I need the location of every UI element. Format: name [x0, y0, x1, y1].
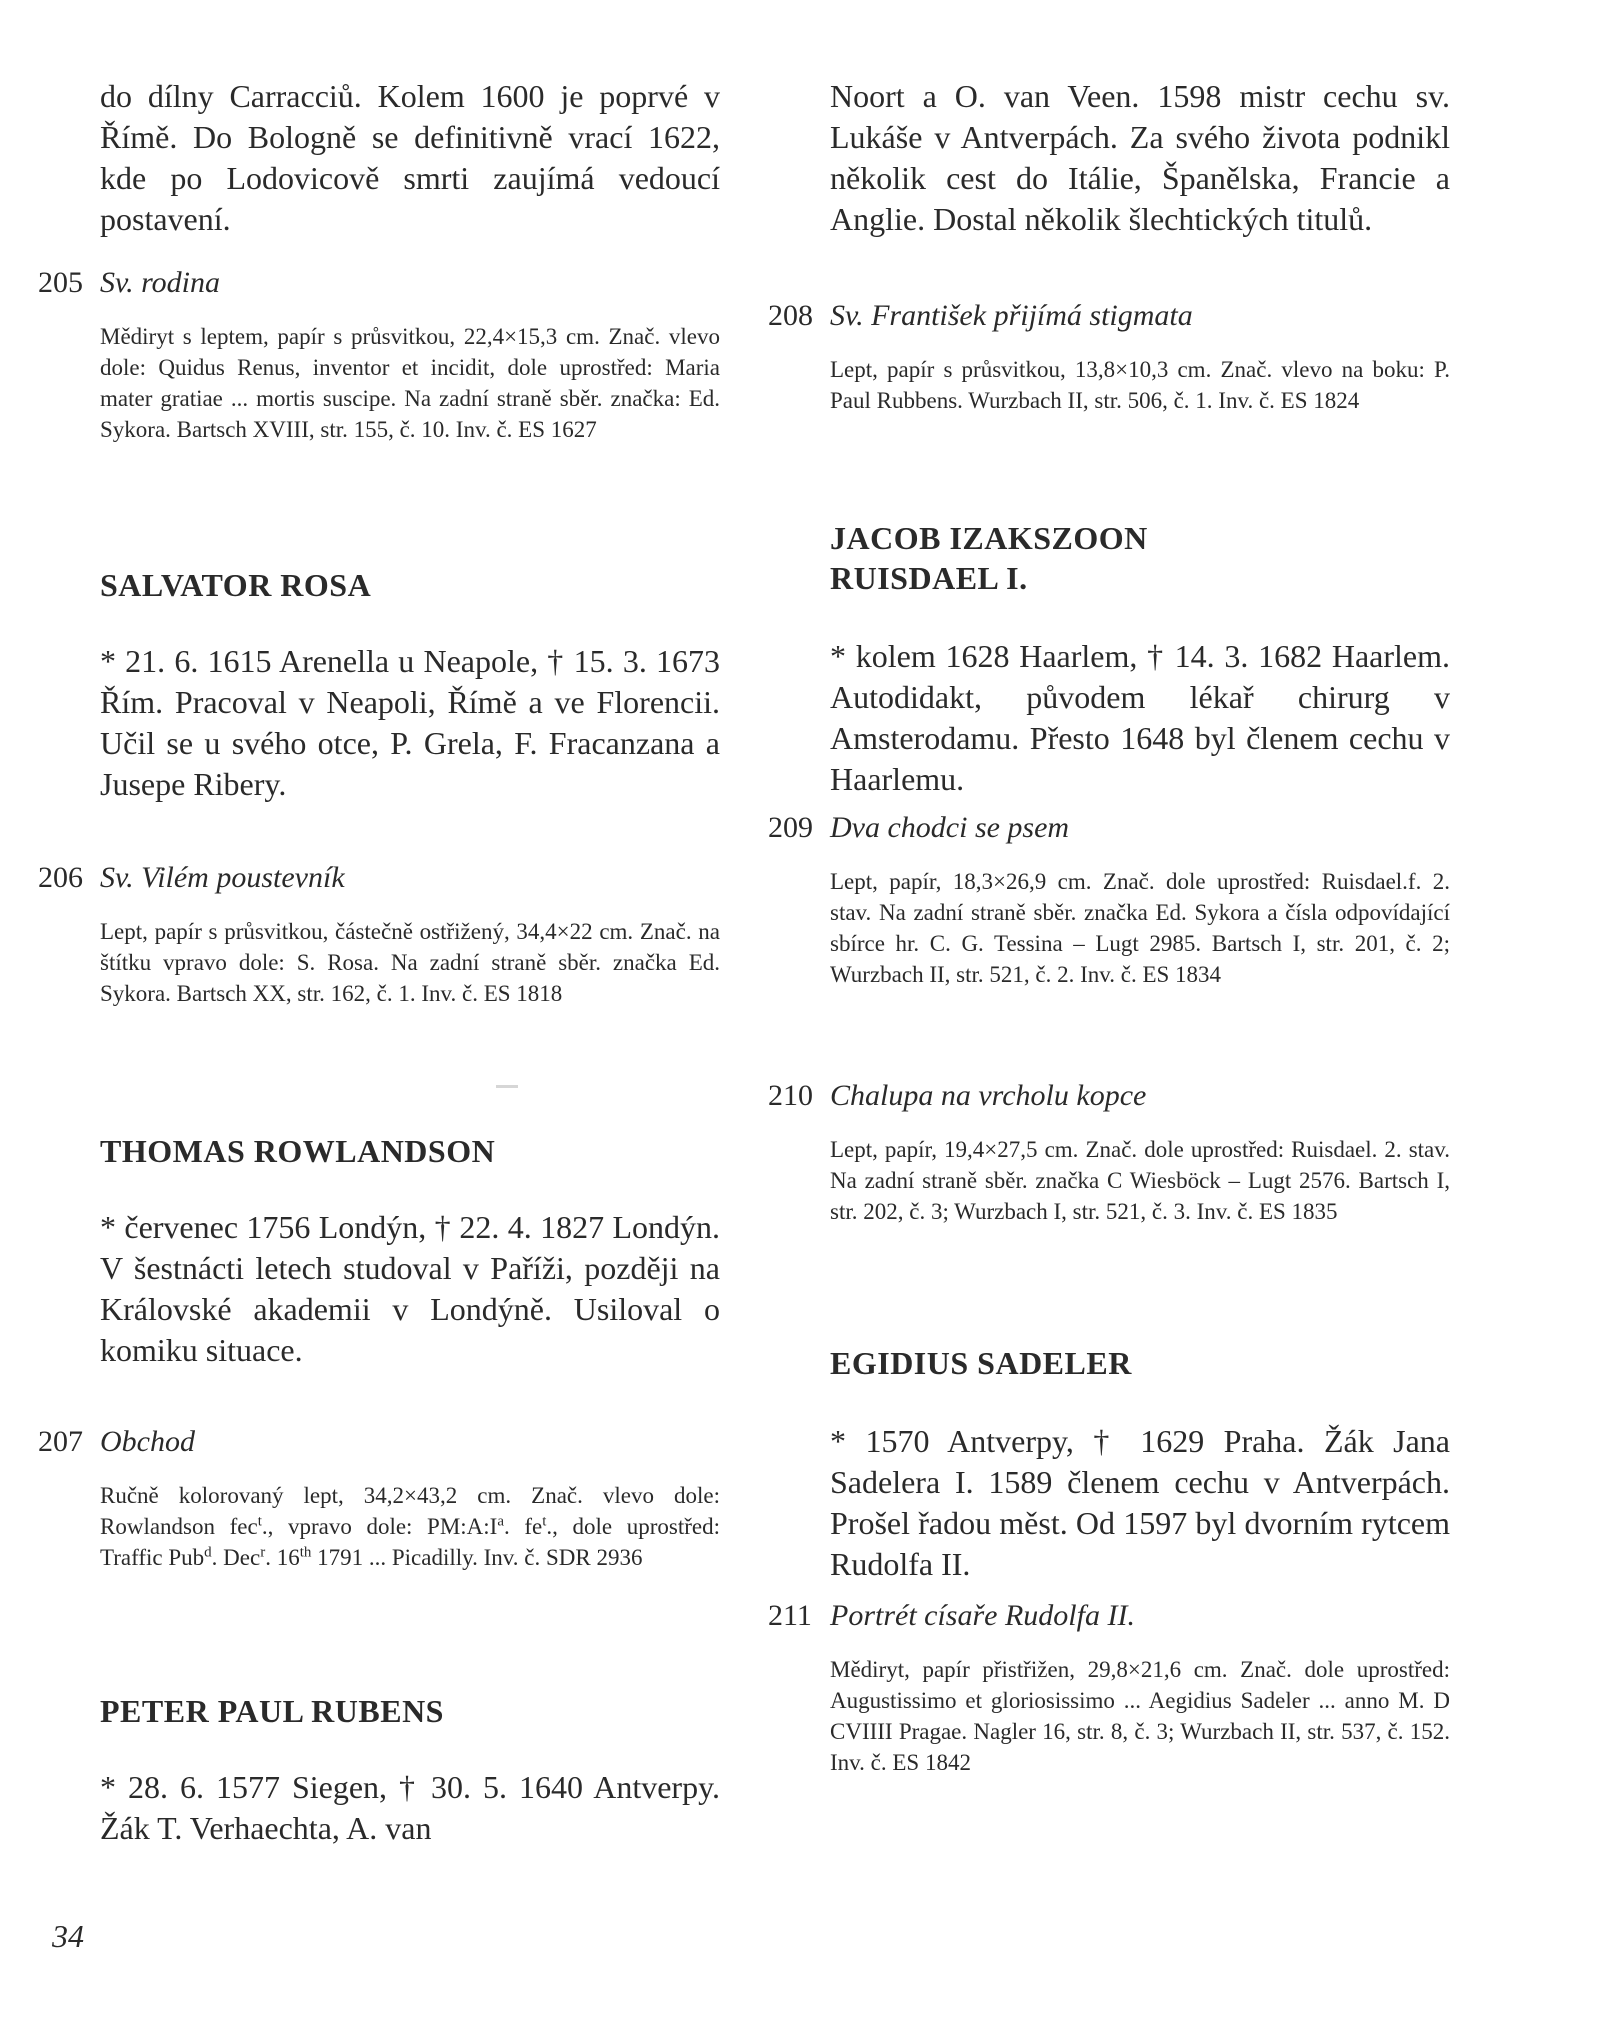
artist-bio: * červenec 1756 Londýn, † 22. 4. 1827 Londýn. V šestnácti letech studoval v Paříži, později na Královské akademii v Londýně. Usiloval o komiku situace.	[100, 1209, 720, 1368]
carracci-bio-continuation	[100, 76, 720, 240]
entry-number: 209	[768, 811, 813, 844]
artist-name: THOMAS ROWLANDSON	[100, 1133, 496, 1169]
entry-title	[768, 296, 1450, 336]
entry-description: Ručně kolorovaný lept, 34,2×43,2 cm. Znač. vlevo dole: Rowlandson fec$^t$., vpravo dole: $PM:A:I^a$. $fe^t$., dole uprostřed: Traffic Pub$^d$. Dec$^r$. 16th 1791 ... Picadilly. Inv. č. SDR 2936	[100, 1483, 720, 1570]
artist-name: JACOB IZAKSZOON RUISDAEL I.	[830, 520, 1148, 596]
rubens-bio-continuation	[830, 76, 1450, 240]
artist-name: PETER PAUL RUBENS	[100, 1693, 444, 1729]
artist-jacob-ruisdael	[830, 518, 1450, 800]
entry-title	[768, 808, 1450, 848]
entry-title	[768, 1076, 1450, 1116]
entry-description: Lept, papír s průsvitkou, částečně ostřižený, 34,4×22 cm. Znač. na štítku vpravo dole: S. Rosa. Na zadní straně sběr. značka Ed. Sykora. Bartsch XX, str. 162, č. 1. Inv. č. ES 1818	[100, 919, 720, 1006]
entry-description: Mědiryt s leptem, papír s průsvitkou, 22,4×15,3 cm. Znač. vlevo dole: Quidus Renus, inventor et incidit, dole uprostřed: Maria mater gratiae ... mortis suscipe. Na zadní straně sběr. značka: Ed. Sykora. Bartsch XVIII, str. 155, č. 10. Inv. č. ES 1627	[100, 324, 720, 442]
catalog-entry-208	[768, 296, 1450, 416]
entry-title-text: Dva chodci se psem	[830, 811, 1070, 844]
artist-name: EGIDIUS SADELER	[830, 1345, 1132, 1381]
entry-title	[38, 1422, 720, 1462]
artist-name: SALVATOR ROSA	[100, 567, 372, 603]
catalog-entry-210	[768, 1076, 1450, 1227]
entry-title-text: Portrét císaře Rudolfa II.	[830, 1599, 1135, 1632]
entry-title-text: Chalupa na vrcholu kopce	[830, 1079, 1147, 1112]
entry-description: Lept, papír, 18,3×26,9 cm. Znač. dole uprostřed: Ruisdael.f. 2. stav. Na zadní straně sběr. značka Ed. Sykora a čísla odpovídající sbírce hr. C. G. Tessina – Lugt 2985. Bartsch I, str. 201, č. 2; Wurzbach II, str. 521, č. 2. Inv. č. ES 1834	[830, 869, 1450, 987]
artist-bio: * 21. 6. 1615 Arenella u Neapole, † 15. 3. 1673 Řím. Pracoval v Neapoli, Římě a ve Florencii. Učil se u svého otce, P. Grela, F. Fracanzana a Jusepe Ribery.	[100, 643, 720, 802]
artist-bio: * kolem 1628 Haarlem, † 14. 3. 1682 Haarlem. Autodidakt, původem lékař chirurg v Amsterodamu. Přesto 1648 byl členem cechu v Haarlemu.	[830, 638, 1450, 797]
entry-number: 211	[768, 1599, 812, 1632]
artist-thomas-rowlandson	[100, 1131, 720, 1371]
artist-peter-paul-rubens	[100, 1691, 720, 1849]
entry-title-text: Obchod	[100, 1425, 195, 1458]
entry-description: Mědiryt, papír přistřižen, 29,8×21,6 cm. Znač. dole uprostřed: Augustissimo et gloriosissimo ... Aegidius Sadeler ... anno M. D CVIIII Pragae. Nagler 16, str. 8, č. 3; Wurzbach II, str. 537, č. 152. Inv. č. ES 1842	[830, 1657, 1450, 1775]
page-number: 34	[52, 1918, 84, 1954]
entry-title	[768, 1596, 1450, 1636]
entry-number: 208	[768, 299, 813, 332]
artist-bio: * 1570 Antverpy, † 1629 Praha. Žák Jana Sadelera I. 1589 členem cechu v Antverpách. Prošel řadou měst. Od 1597 byl dvorním rytcem Rudolfa II.	[830, 1423, 1450, 1582]
entry-title-text: Sv. rodina	[100, 266, 220, 299]
catalog-entry-209	[768, 808, 1450, 990]
bio-text: do dílny Carracciů. Kolem 1600 je poprvé v Římě. Do Bologně se definitivně vrací 1622, kde po Lodovicově smrti zaujímá vedoucí postavení.	[100, 78, 720, 237]
entry-number: 206	[38, 861, 83, 894]
entry-title-text: Sv. Vilém poustevník	[100, 861, 345, 894]
catalog-entry-207	[38, 1422, 720, 1573]
bio-text: Noort a O. van Veen. 1598 mistr cechu sv. Lukáše v Antverpách. Za svého života podnikl několik cest do Itálie, Španělska, Francie a Anglie. Dostal několik šlechtických titulů.	[830, 78, 1450, 237]
catalog-entry-211	[768, 1596, 1450, 1778]
catalog-entry-205	[38, 263, 720, 445]
entry-title	[38, 858, 720, 898]
entry-number: 207	[38, 1425, 83, 1458]
entry-description: Lept, papír s průsvitkou, 13,8×10,3 cm. Znač. vlevo na boku: P. Paul Rubbens. Wurzbach II, str. 506, č. 1. Inv. č. ES 1824	[830, 357, 1450, 413]
entry-number: 205	[38, 266, 83, 299]
artist-salvator-rosa	[100, 565, 720, 805]
entry-number: 210	[768, 1079, 813, 1112]
artist-egidius-sadeler	[830, 1343, 1450, 1585]
artist-bio: * 28. 6. 1577 Siegen, † 30. 5. 1640 Antverpy. Žák T. Verhaechta, A. van	[100, 1769, 720, 1846]
catalog-entry-206	[38, 858, 720, 1009]
entry-title	[38, 263, 720, 303]
entry-title-text: Sv. František přijímá stigmata	[830, 299, 1193, 332]
paper-smudge	[496, 1085, 518, 1088]
entry-description: Lept, papír, 19,4×27,5 cm. Znač. dole uprostřed: Ruisdael. 2. stav. Na zadní straně sběr. značka C Wiesböck – Lugt 2576. Bartsch I, str. 202, č. 3; Wurzbach I, str. 521, č. 3. Inv. č. ES 1835	[830, 1137, 1450, 1224]
